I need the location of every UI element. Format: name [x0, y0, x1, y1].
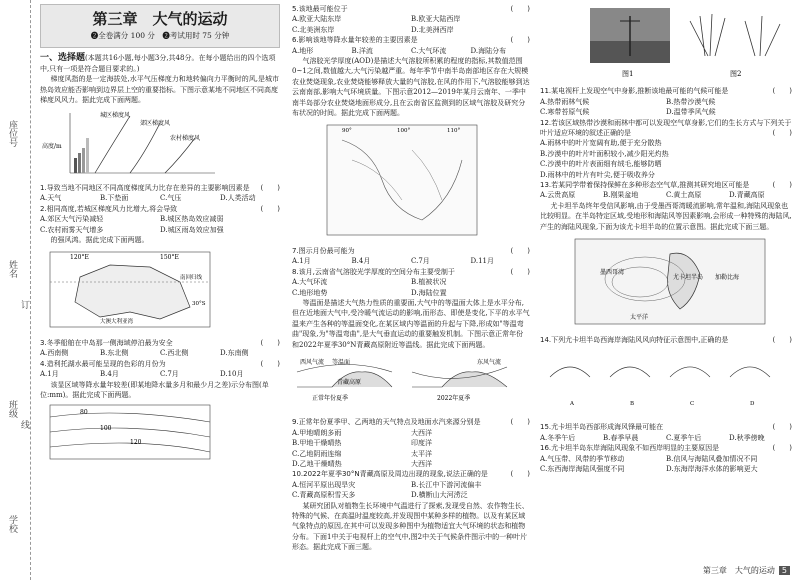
section-desc: (本题共16小题,每小题3分,共48分。在每小题给出的四个选项中,只有一项是符合题目要求的。)	[40, 54, 276, 73]
intro-6: 某研究团队对植物生长环境中气温进行了探索,发现受自然、农作物生长、特殊的气候、在高温时温度较高,并发现图中某种多样的植物。以及有某区域气象特点的原因,在其中可以发现多种图中为植物适宜大气环境的状态和植物分布。下面1中关于电视杆上的空气中,图2中关于气候条件图示中的一种叶片形态。据此完成下面三题。	[292, 501, 529, 552]
q9-option-a-source: 大西洋	[411, 428, 432, 437]
answer-bracket[interactable]: ( )	[260, 359, 280, 368]
seat-label: 座位号	[7, 120, 17, 147]
q9-options	[292, 428, 530, 470]
q6-option-b[interactable]: B.洋流	[351, 46, 373, 55]
q11-option-a[interactable]: A.热带雨林气候	[540, 97, 590, 106]
q9-option-a[interactable]: A.甲地晴朗多雨	[292, 428, 342, 437]
q7-option-a[interactable]: A.1月	[292, 257, 311, 266]
chapter-title-box	[40, 4, 280, 48]
easterly-label: 东风气流	[477, 358, 502, 366]
q5-stem: 5.该地最可能位于	[292, 5, 348, 13]
q10-stem: 10.2022年夏季30°N青藏高原及周边出现的现象,说法正确的是	[292, 470, 488, 479]
q2-stem: 2.相同高度,若城区梯度风力比增大,将会导致	[40, 204, 178, 213]
lon-150: 150°E	[160, 254, 179, 262]
answer-bracket[interactable]: ( )	[772, 181, 792, 190]
label-suburb: 郊区梯度风	[140, 119, 171, 127]
q1-option-d[interactable]: D.人类活动	[220, 194, 256, 203]
q9-option-d[interactable]: D.乙地干燥晴热	[292, 459, 342, 468]
q10-option-b[interactable]: B.长江中下游河流偏丰	[411, 480, 482, 489]
yucatan-map	[570, 234, 770, 329]
q8-stem: 8.该月,云南省气溶胶光学厚度的空间分布主要受制于	[292, 267, 455, 276]
q16-stem: 16.尤卡坦半岛东岸海陆风现象不如西岸明显的主要原因是	[540, 444, 720, 453]
answer-bracket[interactable]: ( )	[772, 335, 792, 344]
q4-options	[40, 369, 280, 379]
air-plant-photos	[540, 6, 790, 81]
tropic-label: 南回归线	[180, 275, 203, 282]
q16-options	[540, 454, 792, 475]
q10-option-a[interactable]: A.恒河平原出现旱灾	[292, 480, 356, 489]
gradient-wind-chart	[40, 108, 220, 178]
sea-breeze-diagrams	[540, 347, 790, 417]
chart-ylabel: 高度/m	[42, 142, 62, 150]
q1-option-c[interactable]: C.气压	[160, 194, 182, 203]
westerly-label: 西风气流	[300, 358, 325, 366]
q14-stem: 14.下列尤卡坦半岛西海岸海陆风风向特征示意图中,正确的是	[540, 335, 729, 344]
answer-bracket[interactable]: ( )	[510, 267, 530, 276]
q11-stem: 11.某电视杆上发现空气中身影,推断该地最可能的气候可能是	[540, 87, 729, 96]
answer-bracket[interactable]: ( )	[772, 423, 792, 432]
q6-options	[292, 46, 530, 56]
pacific-label: 太平洋	[630, 314, 649, 322]
q16-option-d[interactable]: D.东海岸海洋水体的影响更大	[666, 464, 758, 473]
intro-1: 梯度风指的是一定海拔处,水平气压梯度力和地转偏向力平衡时的风,是城市热岛效应能否影响到边界层上空的重要指标。下图示意某地不同地区不同高度梯度风风力。据此完成下面两题。	[40, 75, 279, 105]
q11-option-c[interactable]: C.寒带苔原气候	[540, 108, 590, 117]
lon-120: 120°E	[70, 254, 89, 262]
exam-info: ❷全卷满分 100 分 ❷考试用时 75 分钟	[90, 31, 230, 40]
q3-option-c[interactable]: C.西北侧	[160, 349, 189, 358]
q3-option-a[interactable]: A.西南侧	[40, 349, 69, 358]
q8-option-b[interactable]: B.植被状况	[411, 278, 447, 287]
q12-option-b[interactable]: B.沙漠中的叶片叶面积较小,减少阳光灼热	[540, 149, 669, 158]
q12-option-c[interactable]: C.沙漠中的叶片表面细有绒毛,能够防晒	[540, 160, 662, 169]
q8-option-a[interactable]: A.大气环流	[292, 278, 328, 287]
column-left	[40, 4, 280, 468]
label-city: 城区梯度风	[100, 111, 131, 119]
binding-mark-2: 线	[19, 420, 29, 429]
caribbean-label: 加勒比海	[715, 274, 740, 282]
q13-option-c[interactable]: C.黄土高原	[666, 191, 702, 200]
footer-chapter: 第三章 大气的运动	[702, 566, 775, 575]
q1-option-b[interactable]: B.下垫面	[100, 194, 129, 203]
answer-bracket[interactable]: ( )	[260, 204, 280, 213]
q6-stem: 6.影响该地等降水量年较差的主要因素是	[292, 36, 418, 45]
fig2-caption: 图2	[730, 70, 742, 78]
q16-option-b[interactable]: B.信风与海陆风叠加情况不同	[666, 454, 758, 463]
answer-bracket[interactable]: ( )	[772, 87, 792, 96]
chapter-title: 第三章 大气的运动	[92, 10, 228, 28]
aod-map	[322, 120, 482, 240]
q15-option-c[interactable]: C.夏季午后	[666, 433, 702, 442]
q8-option-c[interactable]: C.地形地势	[292, 288, 328, 297]
contour-80: 80	[80, 409, 88, 417]
lon-100: 100°	[397, 128, 411, 135]
peninsula-label: 尤卡坦半岛	[673, 274, 704, 282]
q9-option-d-source: 大西洋	[411, 459, 432, 468]
q8-options	[292, 277, 530, 298]
q4-option-b[interactable]: B.4月	[100, 370, 119, 379]
q9-option-b[interactable]: B.甲地干燥晴热	[292, 439, 342, 448]
q13-option-b[interactable]: B.刚果盆地	[603, 191, 639, 200]
q6-option-a[interactable]: A.地形	[292, 46, 314, 55]
q8-option-d[interactable]: D.海陆位置	[411, 288, 447, 297]
contour-100: 100	[100, 425, 112, 433]
q12-option-a[interactable]: A.雨林中的叶片宽阔有助,便于充分散热	[540, 139, 662, 148]
q12-option-d[interactable]: D.雨林中的叶片有叶尖,便于吸收养分	[540, 170, 655, 179]
q10-option-c[interactable]: C.青藏高原积雪天多	[292, 491, 356, 500]
q7-stem: 7.图示月份最可能为	[292, 246, 355, 255]
q15-option-a[interactable]: A.冬季午后	[540, 433, 576, 442]
intro-3: 该显区域等降水量年较差(即某地降水量多月和最少月之差)示分布图(单位:mm)。据此完成下面两题。	[40, 380, 269, 399]
q10-option-d[interactable]: D.横断山大河涝泛	[411, 491, 468, 500]
q5-options	[292, 14, 530, 35]
q5-option-c[interactable]: C.北美洲东岸	[292, 25, 335, 34]
class-label: 班级	[7, 400, 17, 418]
lat-30: 30°S	[192, 301, 206, 308]
q2-option-b[interactable]: B.城区热岛效应减弱	[160, 215, 224, 224]
q3-option-d[interactable]: D.东南侧	[220, 349, 249, 358]
q2-option-d[interactable]: D.城区雨岛效应加强	[160, 225, 224, 234]
q1-options	[40, 193, 280, 203]
name-label: 姓名	[7, 260, 17, 278]
column-right	[540, 4, 792, 474]
page-number: 5	[779, 566, 790, 575]
australia-map	[40, 247, 220, 332]
answer-bracket[interactable]: ( )	[510, 418, 530, 427]
q9-option-b-source: 印度洋	[411, 439, 432, 448]
q2-options	[40, 214, 280, 235]
isotherm-diagram	[292, 352, 512, 412]
intro-4: 气溶胶光学厚度(AOD)是描述大气溶胶所积累的程度的指标,其数值范围0~1之间,数值越大,大气污染越严重。每年季节中南半岛南部地区存在大规模农业焚烧现象,农业焚烧能够释放大量的气溶胶,在风的作用下,气溶胶能够到达云南南部,影响大气环境质量。下图示意2012—2019年某月云南年、一季中南半岛部分农业焚烧地面形成分,且在云南省区监测到的区域气溶胶及研究分布状况的时间。据此完成下面两题。	[292, 57, 530, 118]
isotherm-label: 等温面	[332, 358, 351, 366]
page-footer	[703, 565, 790, 576]
diagram-a[interactable]: A	[570, 400, 574, 407]
q15-option-d[interactable]: D.秋季傍晚	[729, 433, 765, 442]
q10-options	[292, 480, 530, 501]
gulf-label: 墨西哥湾	[600, 269, 625, 277]
bight-label: 大澳大利亚湾	[100, 319, 134, 326]
answer-bracket[interactable]: ( )	[510, 36, 530, 45]
school-label: 学校	[7, 515, 17, 533]
q12-stem: 12.若该区域热带沙漠和雨林中都可以发现空气草身影,它们的生长方式与下列关于叶片适应环境的叙述正确的是	[540, 118, 792, 138]
answer-bracket[interactable]: ( )	[510, 5, 530, 13]
intro-5: 等温面是描述大气热力性质的重要面,大气中的等温面大体上是水平分布,但在近地面大气中,受冷暖气流运动的影响,而形态、即使是变化,下平的水平气温来产生各种的等温面变化,在某区域内等温面的升起与下降,形成如"等温弯曲"现象,为"等温弯曲",是大气垂直运动的重要触发机制。下图示意正常年份和2022年夏季30°N青藏高原附近等温线。据此完成下面两题。	[292, 298, 530, 349]
q4-option-c[interactable]: C.7月	[160, 370, 179, 379]
q13-option-a[interactable]: A.云贵高原	[540, 191, 576, 200]
q1-stem: 1.导致当地不同地区不同高度梯度风力比存在差异的主要影响因素是	[40, 184, 250, 193]
fig1-caption: 图1	[622, 70, 634, 78]
q7-option-b[interactable]: B.4月	[351, 257, 371, 266]
column-middle	[292, 4, 530, 553]
section-heading: 一、选择题	[40, 53, 86, 63]
label-rural: 农村梯度风	[170, 134, 201, 142]
answer-bracket[interactable]: ( )	[510, 470, 530, 479]
intro-2: 的强风鸿。据此完成下面两题。	[50, 236, 149, 245]
q16-option-c[interactable]: C.东西海岸海陆风强度不同	[540, 464, 625, 473]
lon-90: 90°	[342, 128, 352, 135]
q3-stem: 3.冬季船舶在中岛那一侧海域停泊最为安全	[40, 338, 173, 347]
plateau-label: 青藏高原	[337, 378, 362, 386]
q15-option-b[interactable]: B.春季早晨	[603, 433, 639, 442]
q6-option-d[interactable]: D.海陆分布	[470, 46, 507, 55]
q9-stem: 9.正常年份夏季甲、乙两地的天气特点及地面水汽来源分别是	[292, 418, 481, 427]
q7-option-d[interactable]: D.11月	[470, 257, 494, 266]
q13-option-d[interactable]: D.青藏高原	[729, 191, 765, 200]
lon-110: 110°	[447, 128, 461, 135]
q15-stem: 15.尤卡坦半岛西部形成海风锋最可能在	[540, 423, 664, 432]
q4-option-d[interactable]: D.10月	[220, 370, 244, 379]
q1-option-a[interactable]: A.天气	[40, 194, 62, 203]
q7-options	[292, 256, 530, 266]
q13-stem: 13.若某同学带着保持保鲜在多种形态空气草,推测其研究地区可能是	[540, 181, 750, 190]
binding-margin	[0, 0, 31, 580]
q11-option-b[interactable]: B.热带沙漠气候	[666, 97, 716, 106]
answer-bracket[interactable]: ( )	[260, 184, 280, 193]
q2-option-c[interactable]: C.农村雨雾天气增多	[40, 225, 104, 234]
q11-option-d[interactable]: D.温带季风气候	[666, 108, 716, 117]
precip-contour-map	[40, 402, 220, 462]
answer-bracket[interactable]: ( )	[772, 129, 792, 138]
q9-option-c[interactable]: C.乙地阴雨连绵	[292, 449, 342, 458]
q5-option-b[interactable]: B.欧亚大陆西岸	[411, 15, 461, 24]
diagram-c[interactable]: C	[690, 400, 695, 407]
q15-options	[540, 433, 792, 443]
q13-options	[540, 190, 792, 200]
q2-option-a[interactable]: A.郊区大气污染减轻	[40, 215, 104, 224]
q3-option-b[interactable]: B.东北侧	[100, 349, 129, 358]
q6-option-c[interactable]: C.大气环流	[411, 46, 447, 55]
answer-bracket[interactable]: ( )	[260, 338, 280, 347]
q5-option-d[interactable]: D.北美洲西岸	[411, 25, 454, 34]
q5-option-a[interactable]: A.欧亚大陆东岸	[292, 15, 342, 24]
q4-stem: 4.造利托湖水最可能呈现的色彩的月份为	[40, 359, 166, 368]
intro-7: 尤卡坦半岛终年受信风影响,由于受墨西哥湾暖流影响,常年温和,海陆风现象也比较明显。在半岛特定区域,受地形和海陆风等因素影响,会形成一种特殊的海陆风,产生的海陆风现象,下面为该尤卡坦半岛的位置示意图。据此完成下面三题。	[540, 201, 792, 231]
diagram-d[interactable]: D	[750, 400, 755, 407]
q4-option-a[interactable]: A.1月	[40, 370, 59, 379]
q11-options	[540, 97, 792, 118]
q9-option-c-source: 太平洋	[411, 449, 432, 458]
q7-option-c[interactable]: C.7月	[411, 257, 430, 266]
year-2022-label: 2022年夏季	[437, 394, 471, 402]
answer-bracket[interactable]: ( )	[510, 246, 530, 255]
q3-options	[40, 348, 280, 358]
binding-mark-1: 订	[19, 300, 29, 309]
q16-option-a[interactable]: A.气压带、风带的季节移动	[540, 454, 625, 463]
normal-year-label: 正常年份夏季	[312, 394, 349, 402]
diagram-b[interactable]: B	[630, 400, 635, 407]
answer-bracket[interactable]: ( )	[772, 444, 792, 453]
contour-120: 120	[130, 439, 142, 447]
